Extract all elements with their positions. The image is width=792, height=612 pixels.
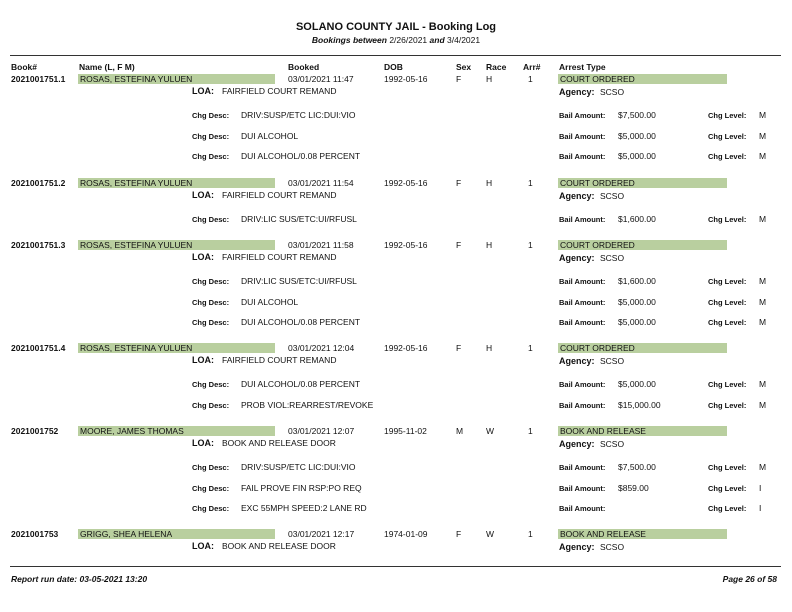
bail-amount-label: Bail Amount: [559,318,606,327]
agency-label: Agency: [559,542,595,552]
charge-level: M [759,151,767,161]
charge-description: DUI ALCOHOL/0.08 PERCENT [241,379,361,389]
date-of-birth: 1992-05-16 [384,178,428,188]
bail-amount: $5,000.00 [618,151,656,161]
agency-value: SCSO [600,439,625,449]
booked-datetime: 03/01/2021 12:07 [288,426,355,436]
charge-desc-label: Chg Desc: [192,318,230,327]
charge-level: M [759,276,767,286]
arrest-type: COURT ORDERED [558,74,727,84]
and-label: and [429,35,445,45]
loa-value: FAIRFIELD COURT REMAND [222,355,337,365]
inmate-name: ROSAS, ESTEFINA YULUEN [78,74,275,84]
charge-description: DUI ALCOHOL [241,130,299,141]
charge-level-label: Chg Level: [708,131,747,141]
arrest-number: 1 [528,74,533,84]
booked-datetime: 03/01/2021 11:54 [288,178,354,188]
arrest-number: 1 [528,343,533,353]
loa-label: LOA: [192,86,214,96]
booked-datetime: 03/01/2021 11:58 [288,240,354,250]
arrest-number: 1 [528,240,533,250]
agency-value: SCSO [600,542,625,552]
charge-level-label: Chg Level: [708,152,747,161]
loa-label: LOA: [192,355,214,365]
charge-level: I [759,503,762,513]
loa-value: BOOK AND RELEASE DOOR [222,541,336,551]
agency-label: Agency: [559,439,595,449]
sex: M [456,426,464,436]
charge-description: PROB VIOL:REARREST/REVOKE [241,399,374,410]
inmate-name: ROSAS, ESTEFINA YULUEN [78,343,275,353]
col-name: Name (L, F M) [79,62,135,72]
bail-amount: $5,000.00 [618,317,656,327]
loa-label: LOA: [192,252,214,262]
race: W [486,529,495,539]
charge-level-label: Chg Level: [708,277,747,286]
book-number: 2021001751.1 [11,74,66,84]
bail-amount: $859.00 [618,482,649,493]
arrest-type: COURT ORDERED [558,240,727,250]
charge-desc-label: Chg Desc: [192,297,230,307]
bail-amount: $5,000.00 [618,130,656,141]
race: H [486,240,493,250]
date-of-birth: 1992-05-16 [384,343,428,353]
arrest-number: 1 [528,178,533,188]
booked-datetime: 03/01/2021 12:04 [288,343,355,353]
col-race: Race [486,62,507,72]
charge-description: DUI ALCOHOL [241,296,299,307]
booked-datetime: 03/01/2021 12:17 [288,529,355,539]
arrest-number: 1 [528,426,533,436]
loa-value: BOOK AND RELEASE DOOR [222,438,336,448]
sex: F [456,178,462,188]
header-rule [10,55,781,56]
charge-desc-label: Chg Desc: [192,483,230,493]
inmate-name: MOORE, JAMES THOMAS [78,426,275,436]
bookings-between-label: Bookings between [311,35,387,45]
book-number: 2021001751.4 [11,343,66,353]
book-number: 2021001751.2 [11,178,66,188]
race: W [486,426,495,436]
date-of-birth: 1974-01-09 [384,529,428,539]
bail-amount-label: Bail Amount: [559,297,606,307]
bail-amount: $7,500.00 [618,462,656,472]
charge-description: DRIV:SUSP/ETC LIC:DUI:VIO [241,110,356,120]
charge-desc-label: Chg Desc: [192,277,230,286]
agency-label: Agency: [559,191,595,201]
col-booked: Booked [288,62,320,72]
report-subtitle [0,35,792,45]
charge-level: I [759,482,762,493]
charge-description: DUI ALCOHOL/0.08 PERCENT [241,317,361,327]
charge-desc-label: Chg Desc: [192,131,230,141]
bail-amount: $1,600.00 [618,276,656,286]
charge-desc-label: Chg Desc: [192,152,230,161]
charge-desc-label: Chg Desc: [192,400,230,410]
loa-value: FAIRFIELD COURT REMAND [222,252,337,262]
race: H [486,178,493,188]
bail-amount-label: Bail Amount: [559,111,606,120]
col-sex: Sex [456,62,472,72]
charge-description: DUI ALCOHOL/0.08 PERCENT [241,151,361,161]
bail-amount-label: Bail Amount: [559,152,606,161]
book-number: 2021001751.3 [11,240,66,250]
charge-description: DRIV:SUSP/ETC LIC:DUI:VIO [241,462,356,472]
charge-desc-label: Chg Desc: [192,380,230,389]
bail-amount-label: Bail Amount: [559,277,606,286]
arrest-number: 1 [528,529,533,539]
charge-level-label: Chg Level: [708,297,747,307]
charge-level: M [759,462,767,472]
charge-description: DRIV:LIC SUS/ETC:UI/RFUSL [241,214,357,224]
arrest-type: BOOK AND RELEASE [558,426,727,436]
charge-level-label: Chg Level: [708,483,747,493]
inmate-name: ROSAS, ESTEFINA YULUEN [78,240,275,250]
bail-amount-label: Bail Amount: [559,380,606,389]
charge-level-label: Chg Level: [708,318,747,327]
bail-amount: $1,600.00 [618,214,656,224]
sex: F [456,529,462,539]
bail-amount-label: Bail Amount: [559,131,606,141]
inmate-name: GRIGG, SHEA HELENA [78,529,275,539]
charge-level-label: Chg Level: [708,215,747,224]
bail-amount-label: Bail Amount: [559,463,606,472]
loa-value: FAIRFIELD COURT REMAND [222,190,337,200]
charge-level: M [759,110,767,120]
charge-description: EXC 55MPH SPEED:2 LANE RD [241,503,367,513]
book-number: 2021001753 [11,529,59,539]
charge-level: M [759,379,767,389]
agency-label: Agency: [559,87,595,97]
charge-level-label: Chg Level: [708,504,747,513]
bail-amount: $5,000.00 [618,296,656,307]
charge-level: M [759,296,767,307]
charge-desc-label: Chg Desc: [192,111,230,120]
col-arrest-type: Arrest Type [559,62,606,72]
sex: F [456,74,462,84]
sex: F [456,343,462,353]
charge-desc-label: Chg Desc: [192,463,230,472]
charge-level-label: Chg Level: [708,463,747,472]
date-of-birth: 1992-05-16 [384,240,428,250]
loa-value: FAIRFIELD COURT REMAND [222,86,337,96]
bail-amount-label: Bail Amount: [559,400,606,410]
agency-value: SCSO [600,191,625,201]
start-date: 2/26/2021 [389,35,428,45]
loa-label: LOA: [192,190,214,200]
charge-level-label: Chg Level: [708,380,747,389]
charge-level-label: Chg Level: [708,400,747,410]
charge-desc-label: Chg Desc: [192,215,230,224]
charge-description: DRIV:LIC SUS/ETC:UI/RFUSL [241,276,357,286]
booked-datetime: 03/01/2021 11:47 [288,74,354,84]
agency-label: Agency: [559,356,595,366]
bail-amount: $7,500.00 [618,110,656,120]
charge-level: M [759,214,767,224]
agency-value: SCSO [600,356,625,366]
agency-value: SCSO [600,253,625,263]
charge-level-label: Chg Level: [708,111,747,120]
race: H [486,74,493,84]
charge-description: FAIL PROVE FIN RSP:PO REQ [241,482,362,493]
sex: F [456,240,462,250]
charge-level: M [759,399,767,410]
charge-level: M [759,130,767,141]
bail-amount-label: Bail Amount: [559,504,606,513]
book-number: 2021001752 [11,426,59,436]
footer-rule [10,566,781,567]
arrest-type: COURT ORDERED [558,178,727,188]
col-dob: DOB [384,62,403,72]
charge-level: M [759,317,767,327]
race: H [486,343,493,353]
end-date: 3/4/2021 [447,35,481,45]
col-book: Book# [11,62,37,72]
agency-value: SCSO [600,87,625,97]
bail-amount-label: Bail Amount: [559,215,606,224]
inmate-name: ROSAS, ESTEFINA YULUEN [78,178,275,188]
report-title: SOLANO COUNTY JAIL - Booking Log [295,21,497,33]
report-run-date: Report run date: 03-05-2021 13:20 [11,574,148,584]
date-of-birth: 1992-05-16 [384,74,428,84]
arrest-type: COURT ORDERED [558,343,727,353]
bail-amount-label: Bail Amount: [559,483,606,493]
bail-amount: $15,000.00 [618,399,661,410]
loa-label: LOA: [192,438,214,448]
arrest-type: BOOK AND RELEASE [558,529,727,539]
page-number: Page 26 of 58 [722,574,777,584]
loa-label: LOA: [192,541,214,551]
charge-desc-label: Chg Desc: [192,504,230,513]
agency-label: Agency: [559,253,595,263]
date-of-birth: 1995-11-02 [384,426,427,436]
bail-amount: $5,000.00 [618,379,656,389]
col-arr: Arr# [523,62,541,72]
